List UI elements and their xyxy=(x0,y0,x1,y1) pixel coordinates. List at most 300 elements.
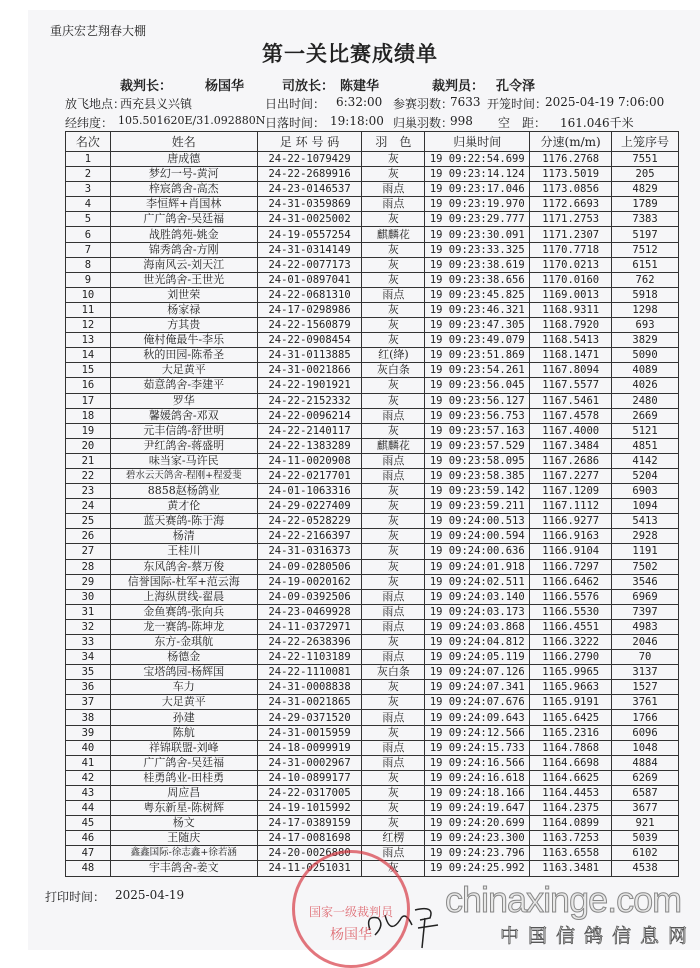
header-return-time: 归巢时间 xyxy=(425,132,530,152)
cell-feather-color: 灰 xyxy=(362,152,425,167)
table-row xyxy=(66,468,679,483)
table-row xyxy=(66,167,679,182)
cell-feather-color: 灰白条 xyxy=(362,665,425,680)
cell-speed: 1164.6698 xyxy=(530,755,612,770)
cell-basket-number: 6096 xyxy=(612,725,679,740)
cell-name: 王桂川 xyxy=(110,544,257,559)
sunrise: 6:32:00 xyxy=(336,95,383,109)
cell-ring-number: 24-22-2152332 xyxy=(257,393,362,408)
cell-ring-number: 24-22-0681310 xyxy=(257,287,362,302)
cell-return-time: 19 09:23:59.142 xyxy=(425,484,530,499)
cell-basket-number: 4026 xyxy=(612,378,679,393)
cell-rank: 17 xyxy=(66,393,111,408)
cell-feather-color: 麒麟花 xyxy=(362,438,425,453)
cell-basket-number: 4089 xyxy=(612,363,679,378)
cell-name: 车力 xyxy=(110,680,257,695)
cell-feather-color: 红(绛) xyxy=(362,348,425,363)
cell-name: 金鱼赛鸽-张向兵 xyxy=(110,604,257,619)
cell-name: 大足黄平 xyxy=(110,695,257,710)
cell-rank: 43 xyxy=(66,785,111,800)
cell-ring-number: 24-19-1015992 xyxy=(257,801,362,816)
cell-feather-color: 雨点 xyxy=(362,287,425,302)
cell-name: 黄才伦 xyxy=(110,499,257,514)
table-row xyxy=(66,740,679,755)
cell-ring-number: 24-01-1063316 xyxy=(257,484,362,499)
cell-ring-number: 24-22-0908454 xyxy=(257,333,362,348)
cell-ring-number: 24-22-1110081 xyxy=(257,665,362,680)
cell-rank: 36 xyxy=(66,680,111,695)
cell-name: 杨家禄 xyxy=(110,302,257,317)
cell-return-time: 19 09:24:18.166 xyxy=(425,785,530,800)
cell-rank: 34 xyxy=(66,650,111,665)
cell-speed: 1164.4453 xyxy=(530,785,612,800)
cell-return-time: 19 09:24:12.566 xyxy=(425,725,530,740)
cell-ring-number: 24-31-0113885 xyxy=(257,348,362,363)
cell-feather-color: 灰白条 xyxy=(362,363,425,378)
cell-speed: 1167.8094 xyxy=(530,363,612,378)
cell-return-time: 19 09:24:03.140 xyxy=(425,589,530,604)
cell-feather-color: 灰 xyxy=(362,770,425,785)
cell-rank: 25 xyxy=(66,514,111,529)
cell-rank: 13 xyxy=(66,333,111,348)
cell-ring-number: 24-22-1901921 xyxy=(257,378,362,393)
cell-name: 龙一赛鸽-陈坤龙 xyxy=(110,619,257,634)
cell-ring-number: 24-09-0280506 xyxy=(257,559,362,574)
cell-name: 宇丰鸽舍-姜文 xyxy=(110,861,257,876)
organizer: 重庆宏艺翔春大棚 xyxy=(50,24,147,38)
cell-basket-number: 1048 xyxy=(612,740,679,755)
table-row xyxy=(66,257,679,272)
cell-name: 秋的田园-陈希圣 xyxy=(110,348,257,363)
cell-feather-color: 雨点 xyxy=(362,710,425,725)
cell-speed: 1166.9104 xyxy=(530,544,612,559)
cell-name: 东方-金琪航 xyxy=(110,635,257,650)
cell-feather-color: 雨点 xyxy=(362,740,425,755)
table-row xyxy=(66,604,679,619)
cell-ring-number: 24-31-0314149 xyxy=(257,242,362,257)
cell-basket-number: 3761 xyxy=(612,695,679,710)
cell-name: 俺村俺最牛-李乐 xyxy=(110,333,257,348)
cell-feather-color: 灰 xyxy=(362,393,425,408)
release-place-label: 放飞地点： xyxy=(65,97,126,111)
cell-speed: 1167.1112 xyxy=(530,499,612,514)
cell-basket-number: 5039 xyxy=(612,831,679,846)
sunset-label: 日落时间： xyxy=(265,116,326,130)
cell-feather-color: 灰 xyxy=(362,680,425,695)
cell-feather-color: 灰 xyxy=(362,318,425,333)
table-row xyxy=(66,484,679,499)
cell-feather-color: 雨点 xyxy=(362,408,425,423)
cell-return-time: 19 09:23:46.321 xyxy=(425,302,530,317)
cell-basket-number: 4829 xyxy=(612,182,679,197)
cell-return-time: 19 09:23:54.261 xyxy=(425,363,530,378)
cell-rank: 9 xyxy=(66,272,111,287)
header-speed: 分速(m/m) xyxy=(530,132,612,152)
cell-name: 碧水云天鸽舍-程刚+程爱斐 xyxy=(110,468,257,483)
cell-speed: 1165.9663 xyxy=(530,680,612,695)
cell-rank: 45 xyxy=(66,816,111,831)
cell-speed: 1163.3481 xyxy=(530,861,612,876)
cell-basket-number: 762 xyxy=(612,272,679,287)
cell-speed: 1166.5576 xyxy=(530,589,612,604)
table-row xyxy=(66,423,679,438)
cell-ring-number: 24-09-0392506 xyxy=(257,589,362,604)
cell-basket-number: 3546 xyxy=(612,574,679,589)
cell-rank: 1 xyxy=(66,152,111,167)
table-row xyxy=(66,544,679,559)
cell-name: 元丰信鸽-舒世明 xyxy=(110,423,257,438)
cell-ring-number: 24-10-0899177 xyxy=(257,770,362,785)
cell-return-time: 19 09:24:07.126 xyxy=(425,665,530,680)
entries: 7633 xyxy=(450,95,481,109)
cell-ring-number: 24-31-0316373 xyxy=(257,544,362,559)
cell-ring-number: 24-22-0217701 xyxy=(257,468,362,483)
cell-rank: 31 xyxy=(66,604,111,619)
cell-return-time: 19 09:23:49.079 xyxy=(425,333,530,348)
cell-return-time: 19 09:23:51.869 xyxy=(425,348,530,363)
cell-return-time: 19 09:23:17.046 xyxy=(425,182,530,197)
cell-speed: 1166.5530 xyxy=(530,604,612,619)
cell-name: 唐成德 xyxy=(110,152,257,167)
cell-feather-color: 雨点 xyxy=(362,197,425,212)
cell-rank: 5 xyxy=(66,212,111,227)
release-chief: 陈建华 xyxy=(340,79,380,94)
cell-speed: 1168.7920 xyxy=(530,318,612,333)
cell-speed: 1164.0899 xyxy=(530,816,612,831)
cell-speed: 1166.7297 xyxy=(530,559,612,574)
cell-return-time: 19 09:24:05.119 xyxy=(425,650,530,665)
table-row xyxy=(66,801,679,816)
cell-basket-number: 3829 xyxy=(612,333,679,348)
cell-feather-color: 雨点 xyxy=(362,604,425,619)
cell-ring-number: 24-29-0371520 xyxy=(257,710,362,725)
cell-return-time: 19 09:24:02.511 xyxy=(425,574,530,589)
cell-ring-number: 24-22-0528229 xyxy=(257,514,362,529)
cell-basket-number: 6102 xyxy=(612,846,679,861)
cell-rank: 18 xyxy=(66,408,111,423)
cell-ring-number: 24-31-0015959 xyxy=(257,725,362,740)
cell-return-time: 19 09:23:58.385 xyxy=(425,468,530,483)
cell-name: 王随庆 xyxy=(110,831,257,846)
cell-rank: 10 xyxy=(66,287,111,302)
watermark-site: 中国信鸽信息网 xyxy=(500,926,697,947)
cell-speed: 1166.9277 xyxy=(530,514,612,529)
cell-feather-color: 灰 xyxy=(362,529,425,544)
cell-return-time: 19 09:23:45.825 xyxy=(425,287,530,302)
cell-name: 蓝天赛鸽-陈于海 xyxy=(110,514,257,529)
cell-rank: 28 xyxy=(66,559,111,574)
cell-return-time: 19 09:24:04.812 xyxy=(425,635,530,650)
cell-return-time: 19 09:24:07.676 xyxy=(425,695,530,710)
cell-speed: 1168.1471 xyxy=(530,348,612,363)
cell-speed: 1168.9311 xyxy=(530,302,612,317)
cell-rank: 15 xyxy=(66,363,111,378)
cell-feather-color: 灰 xyxy=(362,242,425,257)
cell-ring-number: 24-20-0026880 xyxy=(257,846,362,861)
cell-ring-number: 24-22-1103189 xyxy=(257,650,362,665)
table-row xyxy=(66,378,679,393)
cell-feather-color: 灰 xyxy=(362,423,425,438)
cell-speed: 1163.6558 xyxy=(530,846,612,861)
cell-basket-number: 5204 xyxy=(612,468,679,483)
cell-rank: 4 xyxy=(66,197,111,212)
cell-feather-color: 灰 xyxy=(362,272,425,287)
cell-rank: 7 xyxy=(66,242,111,257)
cell-name: 尹红鸽舍-蒋盛明 xyxy=(110,438,257,453)
table-row xyxy=(66,770,679,785)
cell-rank: 30 xyxy=(66,589,111,604)
table-row xyxy=(66,302,679,317)
cell-rank: 19 xyxy=(66,423,111,438)
cell-speed: 1164.2375 xyxy=(530,801,612,816)
print-date: 2025-04-19 xyxy=(115,888,185,902)
cell-feather-color: 灰 xyxy=(362,544,425,559)
cell-speed: 1170.0213 xyxy=(530,257,612,272)
cell-feather-color: 灰 xyxy=(362,484,425,499)
table-row xyxy=(66,242,679,257)
cell-rank: 32 xyxy=(66,619,111,634)
cell-feather-color: 灰 xyxy=(362,333,425,348)
table-row xyxy=(66,197,679,212)
cell-rank: 12 xyxy=(66,318,111,333)
cell-basket-number: 3137 xyxy=(612,665,679,680)
cell-basket-number: 693 xyxy=(612,318,679,333)
sunset: 19:18:00 xyxy=(330,114,384,128)
cell-ring-number: 24-22-1560879 xyxy=(257,318,362,333)
table-row xyxy=(66,333,679,348)
cell-rank: 23 xyxy=(66,484,111,499)
cell-feather-color: 灰 xyxy=(362,861,425,876)
cell-name: 广广鸽舍-吴廷福 xyxy=(110,755,257,770)
cell-return-time: 19 09:23:38.619 xyxy=(425,257,530,272)
cell-basket-number: 4983 xyxy=(612,619,679,634)
cell-name: 周应昌 xyxy=(110,785,257,800)
cell-ring-number: 24-01-0897041 xyxy=(257,272,362,287)
cell-basket-number: 1191 xyxy=(612,544,679,559)
header-color: 羽 色 xyxy=(362,132,425,152)
cell-feather-color: 灰 xyxy=(362,695,425,710)
cell-rank: 14 xyxy=(66,348,111,363)
cell-return-time: 19 09:23:57.163 xyxy=(425,423,530,438)
cell-basket-number: 5197 xyxy=(612,227,679,242)
cell-name: 茹意鸽舍-李建平 xyxy=(110,378,257,393)
official-stamp xyxy=(292,850,410,968)
cell-ring-number: 24-22-2140117 xyxy=(257,423,362,438)
cell-name: 东风鸽舍-蔡万俊 xyxy=(110,559,257,574)
cell-return-time: 19 09:24:03.868 xyxy=(425,619,530,634)
header-name: 姓名 xyxy=(110,132,257,152)
cell-speed: 1165.2316 xyxy=(530,725,612,740)
table-row xyxy=(66,348,679,363)
page-title: 第一关比赛成绩单 xyxy=(262,41,438,66)
table-row xyxy=(66,559,679,574)
cell-ring-number: 24-22-1079429 xyxy=(257,152,362,167)
cell-feather-color: 灰 xyxy=(362,302,425,317)
cell-name: 祥锦联盟-刘峰 xyxy=(110,740,257,755)
cell-name: 世光鸽舍-王世光 xyxy=(110,272,257,287)
table-row xyxy=(66,212,679,227)
table-row xyxy=(66,680,679,695)
cell-basket-number: 1766 xyxy=(612,710,679,725)
cell-ring-number: 24-17-0081698 xyxy=(257,831,362,846)
cell-return-time: 19 09:24:15.733 xyxy=(425,740,530,755)
table-row xyxy=(66,589,679,604)
cell-ring-number: 24-22-2166397 xyxy=(257,529,362,544)
cell-return-time: 19 09:24:01.918 xyxy=(425,559,530,574)
cell-speed: 1169.0013 xyxy=(530,287,612,302)
cell-rank: 8 xyxy=(66,257,111,272)
cell-rank: 33 xyxy=(66,635,111,650)
cell-feather-color: 灰 xyxy=(362,574,425,589)
cell-speed: 1166.2790 xyxy=(530,650,612,665)
cell-feather-color: 雨点 xyxy=(362,846,425,861)
table-row xyxy=(66,499,679,514)
cell-return-time: 19 09:24:23.300 xyxy=(425,831,530,846)
cell-ring-number: 24-19-0020162 xyxy=(257,574,362,589)
cell-feather-color: 雨点 xyxy=(362,589,425,604)
returned-label: 归巢羽数： xyxy=(393,116,454,130)
cell-basket-number: 921 xyxy=(612,816,679,831)
cell-ring-number: 24-29-0227409 xyxy=(257,499,362,514)
cell-name: 刘世荣 xyxy=(110,287,257,302)
cell-basket-number: 4142 xyxy=(612,453,679,468)
cell-feather-color: 灰 xyxy=(362,212,425,227)
header-rank: 名次 xyxy=(66,132,111,152)
cell-basket-number: 1789 xyxy=(612,197,679,212)
coords: 105.501620E/31.092880N xyxy=(118,114,266,127)
cell-name: 陈航 xyxy=(110,725,257,740)
sunrise-label: 日出时间： xyxy=(265,97,326,111)
table-row xyxy=(66,619,679,634)
cell-ring-number: 24-31-0025002 xyxy=(257,212,362,227)
cell-basket-number: 1298 xyxy=(612,302,679,317)
cell-ring-number: 24-11-0372971 xyxy=(257,619,362,634)
cell-name: 味当家-马许民 xyxy=(110,453,257,468)
cell-basket-number: 4538 xyxy=(612,861,679,876)
cell-feather-color: 灰 xyxy=(362,635,425,650)
table-row xyxy=(66,514,679,529)
cell-speed: 1167.3484 xyxy=(530,438,612,453)
cell-rank: 40 xyxy=(66,740,111,755)
cell-name: 信誉国际-杜军+范云海 xyxy=(110,574,257,589)
table-row xyxy=(66,725,679,740)
cell-ring-number: 24-11-0020908 xyxy=(257,453,362,468)
cell-basket-number: 2046 xyxy=(612,635,679,650)
cell-feather-color: 灰 xyxy=(362,257,425,272)
table-row xyxy=(66,665,679,680)
cell-rank: 41 xyxy=(66,755,111,770)
cell-feather-color: 灰 xyxy=(362,816,425,831)
cell-name: 宝塔鸽园-杨辉国 xyxy=(110,665,257,680)
cell-feather-color: 灰 xyxy=(362,785,425,800)
cell-rank: 46 xyxy=(66,831,111,846)
cell-name: 方其贵 xyxy=(110,318,257,333)
cell-name: 桂勇鸽业-田桂勇 xyxy=(110,770,257,785)
cell-ring-number: 24-31-0002967 xyxy=(257,755,362,770)
cell-feather-color: 灰 xyxy=(362,499,425,514)
cell-rank: 6 xyxy=(66,227,111,242)
table-row xyxy=(66,182,679,197)
chief-referee-label: 裁判长： xyxy=(120,79,173,94)
cell-speed: 1173.0856 xyxy=(530,182,612,197)
cell-basket-number: 3677 xyxy=(612,801,679,816)
cell-ring-number: 24-18-0099919 xyxy=(257,740,362,755)
table-row xyxy=(66,574,679,589)
cell-return-time: 19 09:23:57.529 xyxy=(425,438,530,453)
open-time-label: 开笼时间： xyxy=(487,97,548,111)
cell-ring-number: 24-31-0021866 xyxy=(257,363,362,378)
results-table xyxy=(65,131,679,877)
cell-basket-number: 6969 xyxy=(612,589,679,604)
cell-speed: 1166.6462 xyxy=(530,574,612,589)
cell-speed: 1165.6425 xyxy=(530,710,612,725)
cell-return-time: 19 09:23:56.127 xyxy=(425,393,530,408)
cell-name: 大足黄平 xyxy=(110,363,257,378)
table-row xyxy=(66,650,679,665)
cell-ring-number: 24-23-0469928 xyxy=(257,604,362,619)
cell-basket-number: 5413 xyxy=(612,514,679,529)
cell-return-time: 19 09:23:56.045 xyxy=(425,378,530,393)
stamp-text: 国家一级裁判员 xyxy=(308,905,393,919)
cell-speed: 1167.4000 xyxy=(530,423,612,438)
cell-rank: 44 xyxy=(66,801,111,816)
cell-basket-number: 6151 xyxy=(612,257,679,272)
table-row xyxy=(66,453,679,468)
cell-basket-number: 7397 xyxy=(612,604,679,619)
table-row xyxy=(66,755,679,770)
returned: 998 xyxy=(450,114,473,128)
cell-ring-number: 24-17-0298986 xyxy=(257,302,362,317)
table-row xyxy=(66,363,679,378)
cell-return-time: 19 09:23:58.095 xyxy=(425,453,530,468)
cell-basket-number: 5121 xyxy=(612,423,679,438)
cell-basket-number: 4851 xyxy=(612,438,679,453)
cell-rank: 35 xyxy=(66,665,111,680)
cell-speed: 1167.2277 xyxy=(530,468,612,483)
table-row xyxy=(66,785,679,800)
cell-name: 李恒辉+肖国林 xyxy=(110,197,257,212)
cell-ring-number: 24-23-0146537 xyxy=(257,182,362,197)
cell-basket-number: 6587 xyxy=(612,785,679,800)
cell-return-time: 19 09:24:23.796 xyxy=(425,846,530,861)
cell-basket-number: 1527 xyxy=(612,680,679,695)
referee: 孔令泽 xyxy=(496,79,536,94)
header-basket-no: 上笼序号 xyxy=(612,132,679,152)
release-place: 西充县义兴镇 xyxy=(120,97,193,111)
cell-rank: 27 xyxy=(66,544,111,559)
cell-speed: 1165.9191 xyxy=(530,695,612,710)
cell-speed: 1167.4578 xyxy=(530,408,612,423)
cell-speed: 1163.7253 xyxy=(530,831,612,846)
open-time: 2025-04-19 7:06:00 xyxy=(545,95,665,109)
table-row xyxy=(66,695,679,710)
cell-rank: 29 xyxy=(66,574,111,589)
distance: 161.046千米 xyxy=(560,116,634,130)
cell-name: 梦幻一号-黄河 xyxy=(110,167,257,182)
table-row xyxy=(66,318,679,333)
cell-ring-number: 24-31-0359869 xyxy=(257,197,362,212)
cell-name: 海南风云-刘天江 xyxy=(110,257,257,272)
cell-feather-color: 灰 xyxy=(362,725,425,740)
cell-rank: 24 xyxy=(66,499,111,514)
cell-speed: 1172.6693 xyxy=(530,197,612,212)
table-row xyxy=(66,287,679,302)
cell-return-time: 19 09:23:19.970 xyxy=(425,197,530,212)
cell-speed: 1171.2753 xyxy=(530,212,612,227)
cell-ring-number: 24-22-1383289 xyxy=(257,438,362,453)
cell-rank: 16 xyxy=(66,378,111,393)
cell-rank: 37 xyxy=(66,695,111,710)
